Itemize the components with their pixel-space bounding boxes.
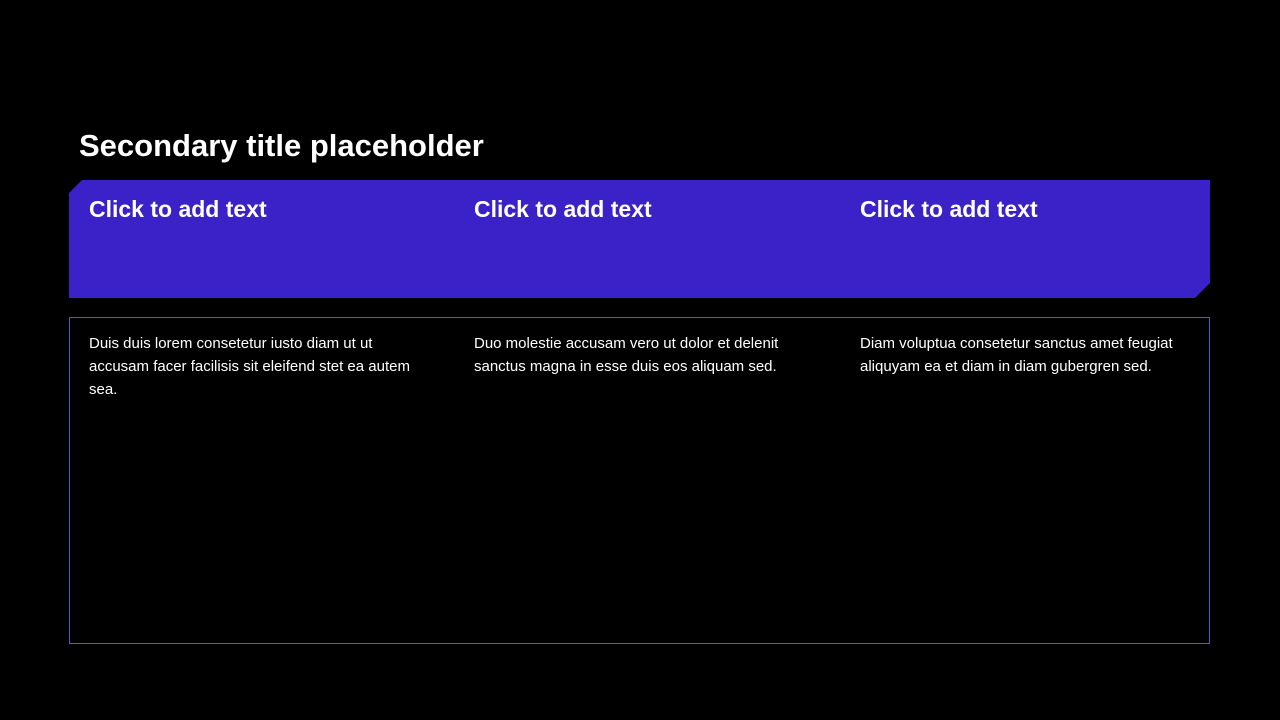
column-3-text[interactable]: Diam voluptua consetetur sanctus amet feugiat aliquyam ea et diam in diam gubergren sed. bbox=[860, 335, 1173, 375]
column-2-text[interactable]: Duo molestie accusam vero ut dolor et delenit sanctus magna in esse duis eos aliquam sed. bbox=[474, 335, 779, 375]
column-3-heading[interactable]: Click to add text bbox=[860, 196, 1038, 222]
slide-title[interactable]: Secondary title placeholder bbox=[79, 128, 484, 163]
column-2-heading[interactable]: Click to add text bbox=[474, 196, 652, 222]
column-1-text[interactable]: Duis duis lorem consetetur iusto diam ut ut accusam facer facilisis sit eleifend stet ea autem sea. bbox=[89, 335, 410, 398]
column-1-heading[interactable]: Click to add text bbox=[89, 196, 267, 222]
